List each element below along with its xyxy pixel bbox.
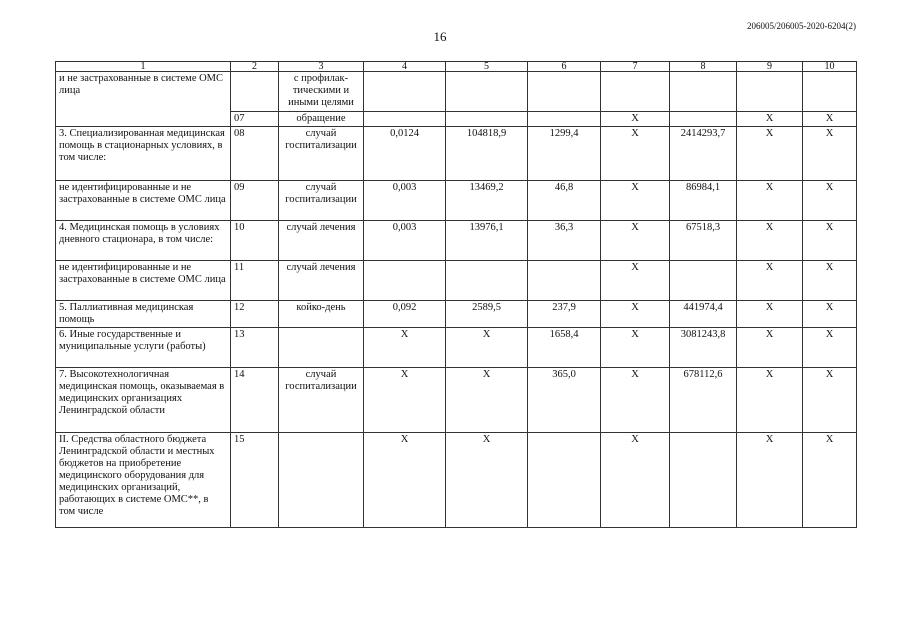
header-cell: 9 <box>737 62 803 72</box>
table-row <box>56 127 857 181</box>
value-cell: Х <box>601 181 670 221</box>
header-cell: 1 <box>56 62 231 72</box>
value-cell <box>528 261 601 301</box>
row-label: 6. Иные государственные и муниципальные услуги (работы) <box>56 328 231 368</box>
row-code: 12 <box>231 301 279 328</box>
value-cell: 441974,4 <box>670 301 737 328</box>
value-cell: 13976,1 <box>446 221 528 261</box>
value-cell: Х <box>364 328 446 368</box>
value-cell: Х <box>737 181 803 221</box>
value-cell: Х <box>601 112 670 127</box>
row-code: 11 <box>231 261 279 301</box>
value-cell: Х <box>803 433 857 528</box>
value-cell: 86984,1 <box>670 181 737 221</box>
table-body <box>56 62 857 528</box>
value-cell: 0,092 <box>364 301 446 328</box>
value-cell: Х <box>601 127 670 181</box>
header-cell: 4 <box>364 62 446 72</box>
value-cell: 2589,5 <box>446 301 528 328</box>
value-cell <box>446 261 528 301</box>
unit-cell <box>279 433 364 528</box>
value-cell <box>803 72 857 112</box>
row-code: 09 <box>231 181 279 221</box>
table-row <box>56 261 857 301</box>
value-cell: 0,003 <box>364 221 446 261</box>
row-code: 10 <box>231 221 279 261</box>
value-cell <box>528 72 601 112</box>
value-cell: Х <box>737 433 803 528</box>
header-cell: 10 <box>803 62 857 72</box>
value-cell: Х <box>737 368 803 433</box>
row-label: 7. Высокотехнологичная медицинская помощь, оказываемая в медицинских организациях Ленинградской области <box>56 368 231 433</box>
table-row <box>56 328 857 368</box>
table-row <box>56 72 857 112</box>
unit-cell: с профилак-тическими и иными целями <box>279 72 364 112</box>
row-code: 14 <box>231 368 279 433</box>
value-cell: 67518,3 <box>670 221 737 261</box>
value-cell: 104818,9 <box>446 127 528 181</box>
table-row <box>56 433 857 528</box>
row-label: 5. Паллиативная медицинская помощь <box>56 301 231 328</box>
value-cell: Х <box>737 221 803 261</box>
value-cell: 2414293,7 <box>670 127 737 181</box>
value-cell: Х <box>803 328 857 368</box>
value-cell: 1299,4 <box>528 127 601 181</box>
value-cell: Х <box>737 328 803 368</box>
page-number: 16 <box>433 29 447 44</box>
unit-cell: обращение <box>279 112 364 127</box>
value-cell: Х <box>737 301 803 328</box>
value-cell <box>528 112 601 127</box>
row-code: 15 <box>231 433 279 528</box>
value-cell <box>528 433 601 528</box>
header-cell: 2 <box>231 62 279 72</box>
value-cell: Х <box>803 112 857 127</box>
value-cell: Х <box>737 127 803 181</box>
value-cell: Х <box>364 368 446 433</box>
header-cell: 6 <box>528 62 601 72</box>
value-cell: Х <box>601 433 670 528</box>
header-cell: 5 <box>446 62 528 72</box>
row-label: и не застрахованные в системе ОМС лица <box>56 72 231 127</box>
value-cell: Х <box>601 328 670 368</box>
value-cell: Х <box>803 368 857 433</box>
unit-cell: случай лечения <box>279 221 364 261</box>
value-cell: 1658,4 <box>528 328 601 368</box>
table-row <box>56 301 857 328</box>
value-cell: Х <box>446 368 528 433</box>
value-cell: 365,0 <box>528 368 601 433</box>
value-cell <box>670 433 737 528</box>
value-cell: Х <box>601 261 670 301</box>
row-label: не идентифицированные и не застрахованные в системе ОМС лица <box>56 261 231 301</box>
document-code: 206005/206005-2020-6204(2) <box>747 21 856 31</box>
row-label: не идентифицированные и не застрахованные в системе ОМС лица <box>56 181 231 221</box>
value-cell: 0,003 <box>364 181 446 221</box>
header-cell: 3 <box>279 62 364 72</box>
value-cell <box>601 72 670 112</box>
header-cell: 8 <box>670 62 737 72</box>
unit-cell <box>279 328 364 368</box>
value-cell: 237,9 <box>528 301 601 328</box>
row-code: 07 <box>231 112 279 127</box>
unit-cell: койко-день <box>279 301 364 328</box>
value-cell: Х <box>446 328 528 368</box>
table-row <box>56 181 857 221</box>
value-cell: Х <box>803 181 857 221</box>
unit-cell: случай лечения <box>279 261 364 301</box>
value-cell: Х <box>803 261 857 301</box>
value-cell: 13469,2 <box>446 181 528 221</box>
value-cell <box>737 72 803 112</box>
funding-table <box>55 61 857 528</box>
value-cell <box>670 261 737 301</box>
value-cell: Х <box>737 112 803 127</box>
row-code: 08 <box>231 127 279 181</box>
unit-cell: случай госпитализации <box>279 181 364 221</box>
value-cell: 3081243,8 <box>670 328 737 368</box>
value-cell <box>446 112 528 127</box>
row-label: 4. Медицинская помощь в условиях дневного стационара, в том числе: <box>56 221 231 261</box>
value-cell: Х <box>803 221 857 261</box>
value-cell <box>446 72 528 112</box>
row-code <box>231 72 279 112</box>
unit-cell: случай госпитализации <box>279 368 364 433</box>
row-label: 3. Специализированная медицинская помощь в стационарных условиях, в том числе: <box>56 127 231 181</box>
row-label: II. Средства областного бюджета Ленинградской области и местных бюджетов на приобретение медицинского оборудования для медицинских организаций, работающих в системе ОМС**, в том числе <box>56 433 231 528</box>
unit-cell: случай госпитализации <box>279 127 364 181</box>
value-cell: Х <box>364 433 446 528</box>
value-cell: 36,3 <box>528 221 601 261</box>
value-cell: Х <box>803 301 857 328</box>
value-cell: Х <box>601 368 670 433</box>
table-row <box>56 221 857 261</box>
value-cell <box>364 112 446 127</box>
value-cell <box>670 72 737 112</box>
value-cell <box>364 72 446 112</box>
table-row <box>56 368 857 433</box>
value-cell: Х <box>446 433 528 528</box>
value-cell <box>364 261 446 301</box>
row-code: 13 <box>231 328 279 368</box>
value-cell: 0,0124 <box>364 127 446 181</box>
value-cell: Х <box>601 301 670 328</box>
value-cell: Х <box>737 261 803 301</box>
header-row <box>56 62 857 72</box>
value-cell: Х <box>803 127 857 181</box>
header-cell: 7 <box>601 62 670 72</box>
value-cell <box>670 112 737 127</box>
value-cell: 46,8 <box>528 181 601 221</box>
value-cell: Х <box>601 221 670 261</box>
value-cell: 678112,6 <box>670 368 737 433</box>
